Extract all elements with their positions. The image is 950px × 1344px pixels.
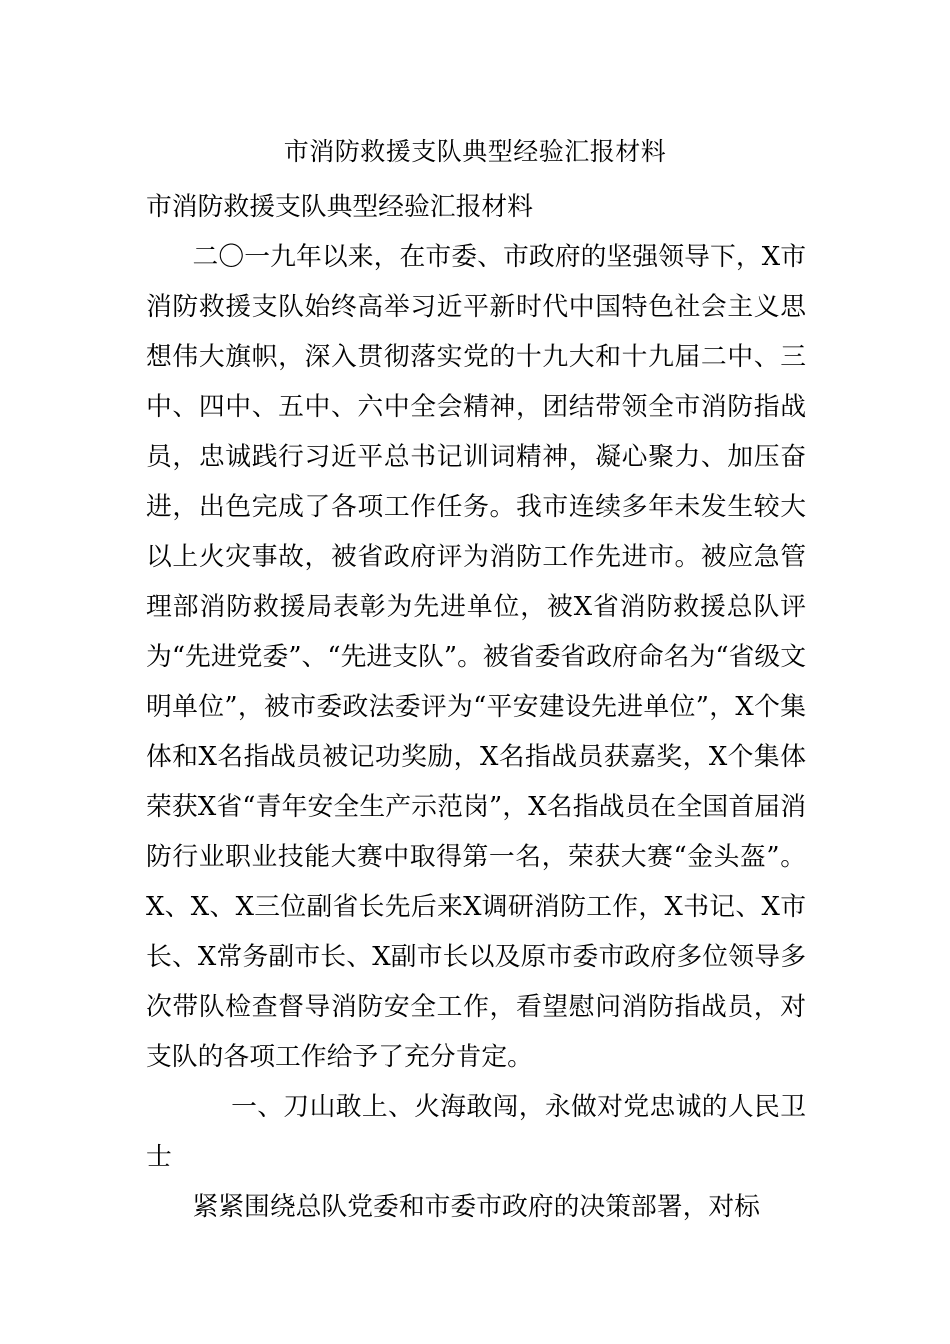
section-heading: 一、刀山敢上、火海敢闯，永做对党忠诚的人民卫士	[146, 1092, 806, 1172]
document-body	[146, 182, 806, 1232]
document-title: 市消防救援支队典型经验汇报材料	[283, 137, 667, 166]
body-paragraph: 二〇一九年以来，在市委、市政府的坚强领导下，X市消防救援支队始终高举习近平新时代中国特色社会主义思想伟大旗帜，深入贯彻落实党的十九大和十九届二中、三中、四中、五中、六中全会精神，团结带领全市消防指战员，忠诚践行习近平总书记训词精神，凝心聚力、加压奋进，出色完成了各项工作任务。我市连续多年未发生较大以上火灾事故，被省政府评为消防工作先进市。被应急管理部消防救援局表彰为先进单位，被X省消防救援总队评为“先进党委”、“先进支队”。被省委省政府命名为“省级文明单位”，被市委政法委评为“平安建设先进单位”，X个集体和X名指战员被记功奖励，X名指战员获嘉奖，X个集体荣获X省“青年安全生产示范岗”，X名指战员在全国首届消防行业职业技能大赛中取得第一名，荣获大赛“金头盔”。X、X、X三位副省长先后来X调研消防工作，X书记、X市长、X常务副市长、X副市长以及原市委市政府多位领导多次带队检查督导消防安全工作，看望慰问消防指战员，对支队的各项工作给予了充分肯定。	[146, 242, 806, 1072]
body-paragraph: 紧紧围绕总队党委和市委市政府的决策部署，对标	[192, 1192, 760, 1222]
document-subtitle: 市消防救援支队典型经验汇报材料	[146, 192, 533, 222]
